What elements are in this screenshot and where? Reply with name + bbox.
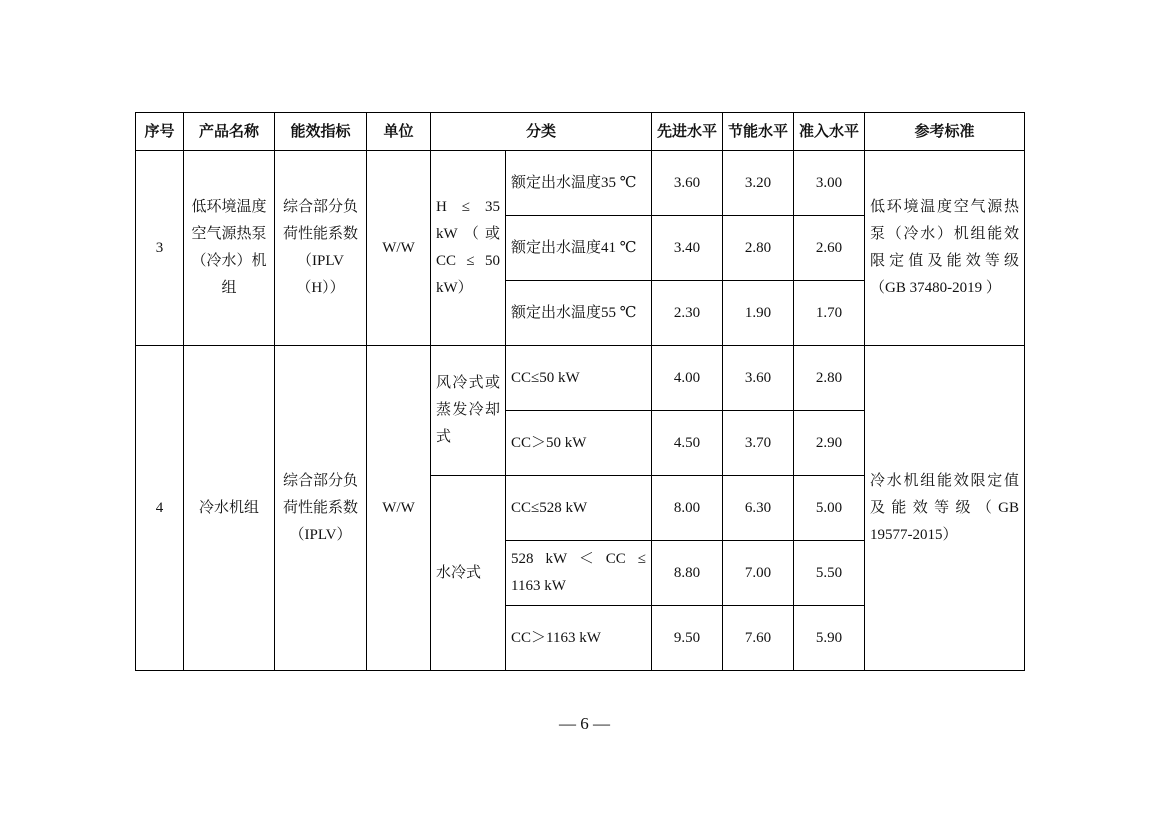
advanced-value: 9.50	[652, 606, 723, 671]
header-unit: 单位	[367, 113, 431, 151]
header-product: 产品名称	[184, 113, 275, 151]
subcategory: 528 kW ＜ CC ≤ 1163 kW	[506, 541, 652, 606]
advanced-value: 3.60	[652, 151, 723, 216]
subcategory: CC≤50 kW	[506, 346, 652, 411]
entry-value: 5.00	[794, 476, 865, 541]
entry-value: 5.90	[794, 606, 865, 671]
subcategory: CC＞1163 kW	[506, 606, 652, 671]
energy-saving-value: 7.60	[723, 606, 794, 671]
subcategory: 额定出水温度55 ℃	[506, 281, 652, 346]
category-air-cooled: 风冷式或蒸发冷却式	[431, 346, 506, 476]
energy-saving-value: 3.70	[723, 411, 794, 476]
header-entry: 准入水平	[794, 113, 865, 151]
header-energy-saving: 节能水平	[723, 113, 794, 151]
energy-saving-value: 7.00	[723, 541, 794, 606]
energy-saving-value: 6.30	[723, 476, 794, 541]
efficiency-indicator: 综合部分负荷性能系数（IPLV（H））	[275, 151, 367, 346]
entry-value: 2.80	[794, 346, 865, 411]
header-row	[136, 113, 1025, 151]
advanced-value: 4.50	[652, 411, 723, 476]
header-category: 分类	[431, 113, 652, 151]
advanced-value: 3.40	[652, 216, 723, 281]
header-reference: 参考标准	[865, 113, 1025, 151]
header-number: 序号	[136, 113, 184, 151]
entry-value: 3.00	[794, 151, 865, 216]
advanced-value: 8.00	[652, 476, 723, 541]
table-row	[136, 346, 1025, 411]
energy-saving-value: 1.90	[723, 281, 794, 346]
category-water-cooled: 水冷式	[431, 476, 506, 671]
header-indicator: 能效指标	[275, 113, 367, 151]
efficiency-indicator: 综合部分负荷性能系数（IPLV）	[275, 346, 367, 671]
energy-saving-value: 2.80	[723, 216, 794, 281]
product-name: 低环境温度空气源热泵（冷水）机组	[184, 151, 275, 346]
reference-standard: 低环境温度空气源热泵（冷水）机组能效限定值及能效等级（GB 37480-2019 ）	[865, 151, 1025, 346]
header-advanced: 先进水平	[652, 113, 723, 151]
energy-saving-value: 3.20	[723, 151, 794, 216]
subcategory: 额定出水温度41 ℃	[506, 216, 652, 281]
unit: W/W	[367, 346, 431, 671]
subcategory: 额定出水温度35 ℃	[506, 151, 652, 216]
unit: W/W	[367, 151, 431, 346]
reference-standard: 冷水机组能效限定值及能效等级（GB 19577-2015）	[865, 346, 1025, 671]
energy-efficiency-table	[135, 112, 1025, 671]
entry-value: 1.70	[794, 281, 865, 346]
entry-value: 2.90	[794, 411, 865, 476]
subcategory: CC≤528 kW	[506, 476, 652, 541]
advanced-value: 2.30	[652, 281, 723, 346]
subcategory: CC＞50 kW	[506, 411, 652, 476]
category: H ≤ 35 kW（或CC ≤ 50 kW）	[431, 151, 506, 346]
advanced-value: 8.80	[652, 541, 723, 606]
energy-saving-value: 3.60	[723, 346, 794, 411]
product-name: 冷水机组	[184, 346, 275, 671]
table-row	[136, 151, 1025, 216]
entry-value: 5.50	[794, 541, 865, 606]
group-number: 4	[136, 346, 184, 671]
entry-value: 2.60	[794, 216, 865, 281]
group-number: 3	[136, 151, 184, 346]
page-number: — 6 —	[559, 714, 610, 733]
advanced-value: 4.00	[652, 346, 723, 411]
